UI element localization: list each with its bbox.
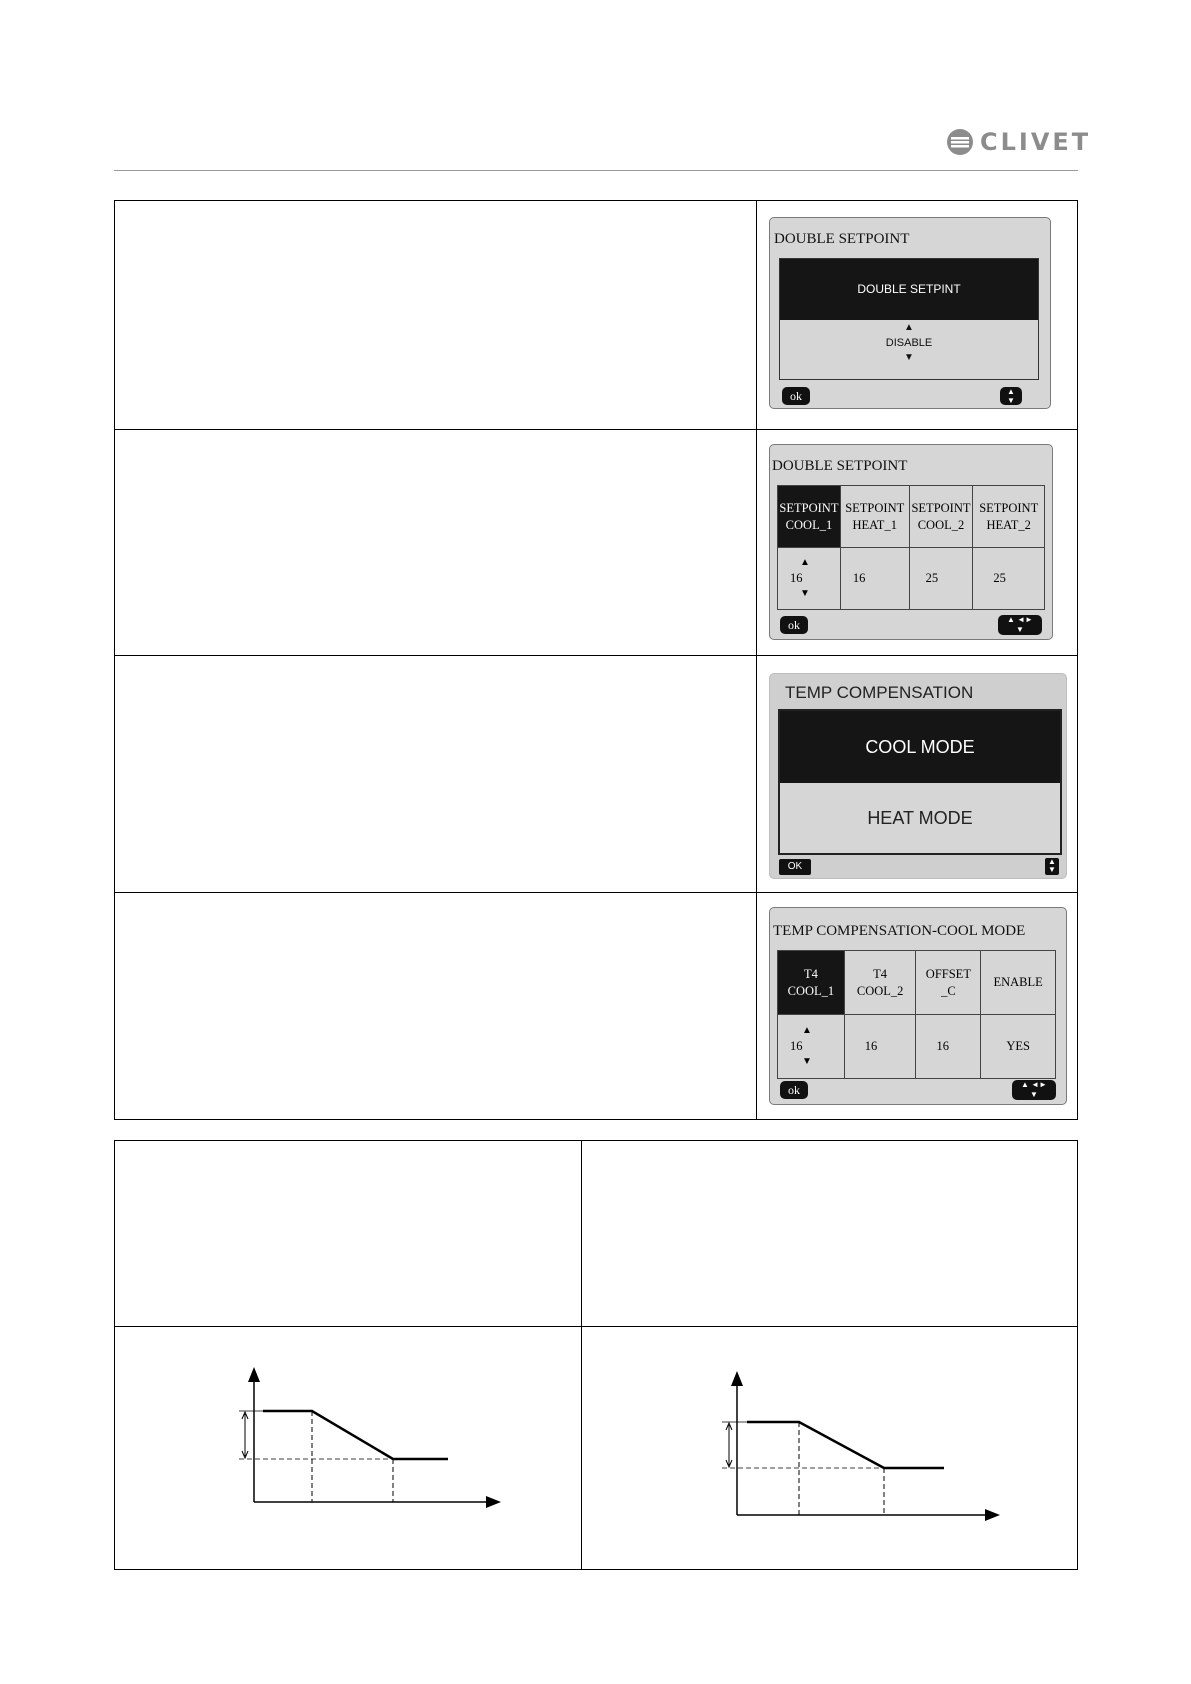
screens-table — [114, 200, 1078, 1120]
header-setpoint-heat-2[interactable]: SETPOINT HEAT_2 — [973, 486, 1045, 548]
header-t4-cool-2[interactable]: T4 COOL_2 — [844, 951, 916, 1015]
header-setpoint-heat-1[interactable]: SETPOINT HEAT_1 — [840, 486, 909, 548]
screen-title: DOUBLE SETPOINT — [774, 231, 910, 247]
four-way-nav-icon[interactable]: ▲ ◄► ▼ — [998, 615, 1042, 635]
curve — [747, 1422, 944, 1468]
header-t4-cool-1[interactable]: T4 COOL_1 — [778, 951, 845, 1015]
brand-name: CLIVET — [980, 128, 1092, 156]
screen-title: DOUBLE SETPOINT — [772, 458, 908, 474]
compensation-grid — [777, 950, 1056, 1079]
up-arrow-icon[interactable]: ▲ — [800, 557, 810, 568]
up-down-nav-icon[interactable]: ▲ ▼ — [1000, 387, 1022, 405]
option-box — [779, 258, 1039, 380]
cool-mode-option[interactable]: COOL MODE — [780, 711, 1060, 783]
value-selector[interactable] — [780, 319, 1038, 379]
curve — [263, 1411, 448, 1459]
value-cell[interactable]: ▲ 16 ▼ — [778, 548, 841, 610]
heat-compensation-diagram — [582, 1327, 1078, 1570]
double-setpoint-menu-screen — [769, 217, 1051, 409]
four-way-nav-icon[interactable]: ▲ ◄► ▼ — [1012, 1080, 1056, 1100]
screen-title: TEMP COMPENSATION — [785, 683, 974, 702]
down-arrow-icon[interactable]: ▼ — [904, 352, 914, 363]
header-offset-c[interactable]: OFFSET _C — [916, 951, 981, 1015]
ok-button[interactable]: ok — [780, 1081, 808, 1099]
selected-value: DISABLE — [885, 337, 933, 349]
double-setpoint-table-screen — [769, 444, 1053, 640]
up-arrow-icon[interactable]: ▲ — [802, 1025, 812, 1036]
clivet-logo-icon — [946, 128, 974, 156]
header-setpoint-cool-1[interactable]: SETPOINT COOL_1 — [778, 486, 841, 548]
highlight-option[interactable]: DOUBLE SETPINT — [780, 259, 1038, 320]
column-divider — [756, 201, 757, 1119]
screen-title: TEMP COMPENSATION-COOL MODE — [773, 923, 1026, 939]
value-cell[interactable]: ▲ 16 ▼ — [778, 1015, 845, 1079]
temp-compensation-cool-screen — [769, 907, 1067, 1105]
value-cell[interactable]: 25 — [909, 548, 973, 610]
ok-button[interactable]: ok — [780, 616, 808, 634]
value-cell[interactable]: 16 — [840, 548, 909, 610]
cool-compensation-diagram — [115, 1327, 581, 1570]
value-cell[interactable]: 16 — [844, 1015, 916, 1079]
setpoint-grid — [777, 485, 1045, 610]
value-cell[interactable]: 16 — [916, 1015, 981, 1079]
value-cell[interactable]: YES — [981, 1015, 1056, 1079]
down-arrow-icon[interactable]: ▼ — [800, 588, 810, 599]
temp-compensation-screen — [769, 673, 1067, 879]
value-cell[interactable]: 25 — [973, 548, 1045, 610]
up-arrow-icon[interactable]: ▲ — [904, 322, 914, 333]
header-rule — [114, 170, 1078, 171]
compensation-diagrams-table — [114, 1140, 1078, 1570]
brand-logo — [946, 128, 1091, 156]
down-arrow-icon[interactable]: ▼ — [802, 1056, 812, 1067]
header-enable[interactable]: ENABLE — [981, 951, 1056, 1015]
mode-option-box — [778, 709, 1062, 855]
heat-mode-option[interactable]: HEAT MODE — [867, 808, 973, 828]
ok-button[interactable]: ok — [782, 387, 810, 405]
ok-button[interactable]: OK — [779, 859, 811, 875]
header-setpoint-cool-2[interactable]: SETPOINT COOL_2 — [909, 486, 973, 548]
up-down-nav-icon[interactable]: ▲ ▼ — [1045, 858, 1059, 875]
